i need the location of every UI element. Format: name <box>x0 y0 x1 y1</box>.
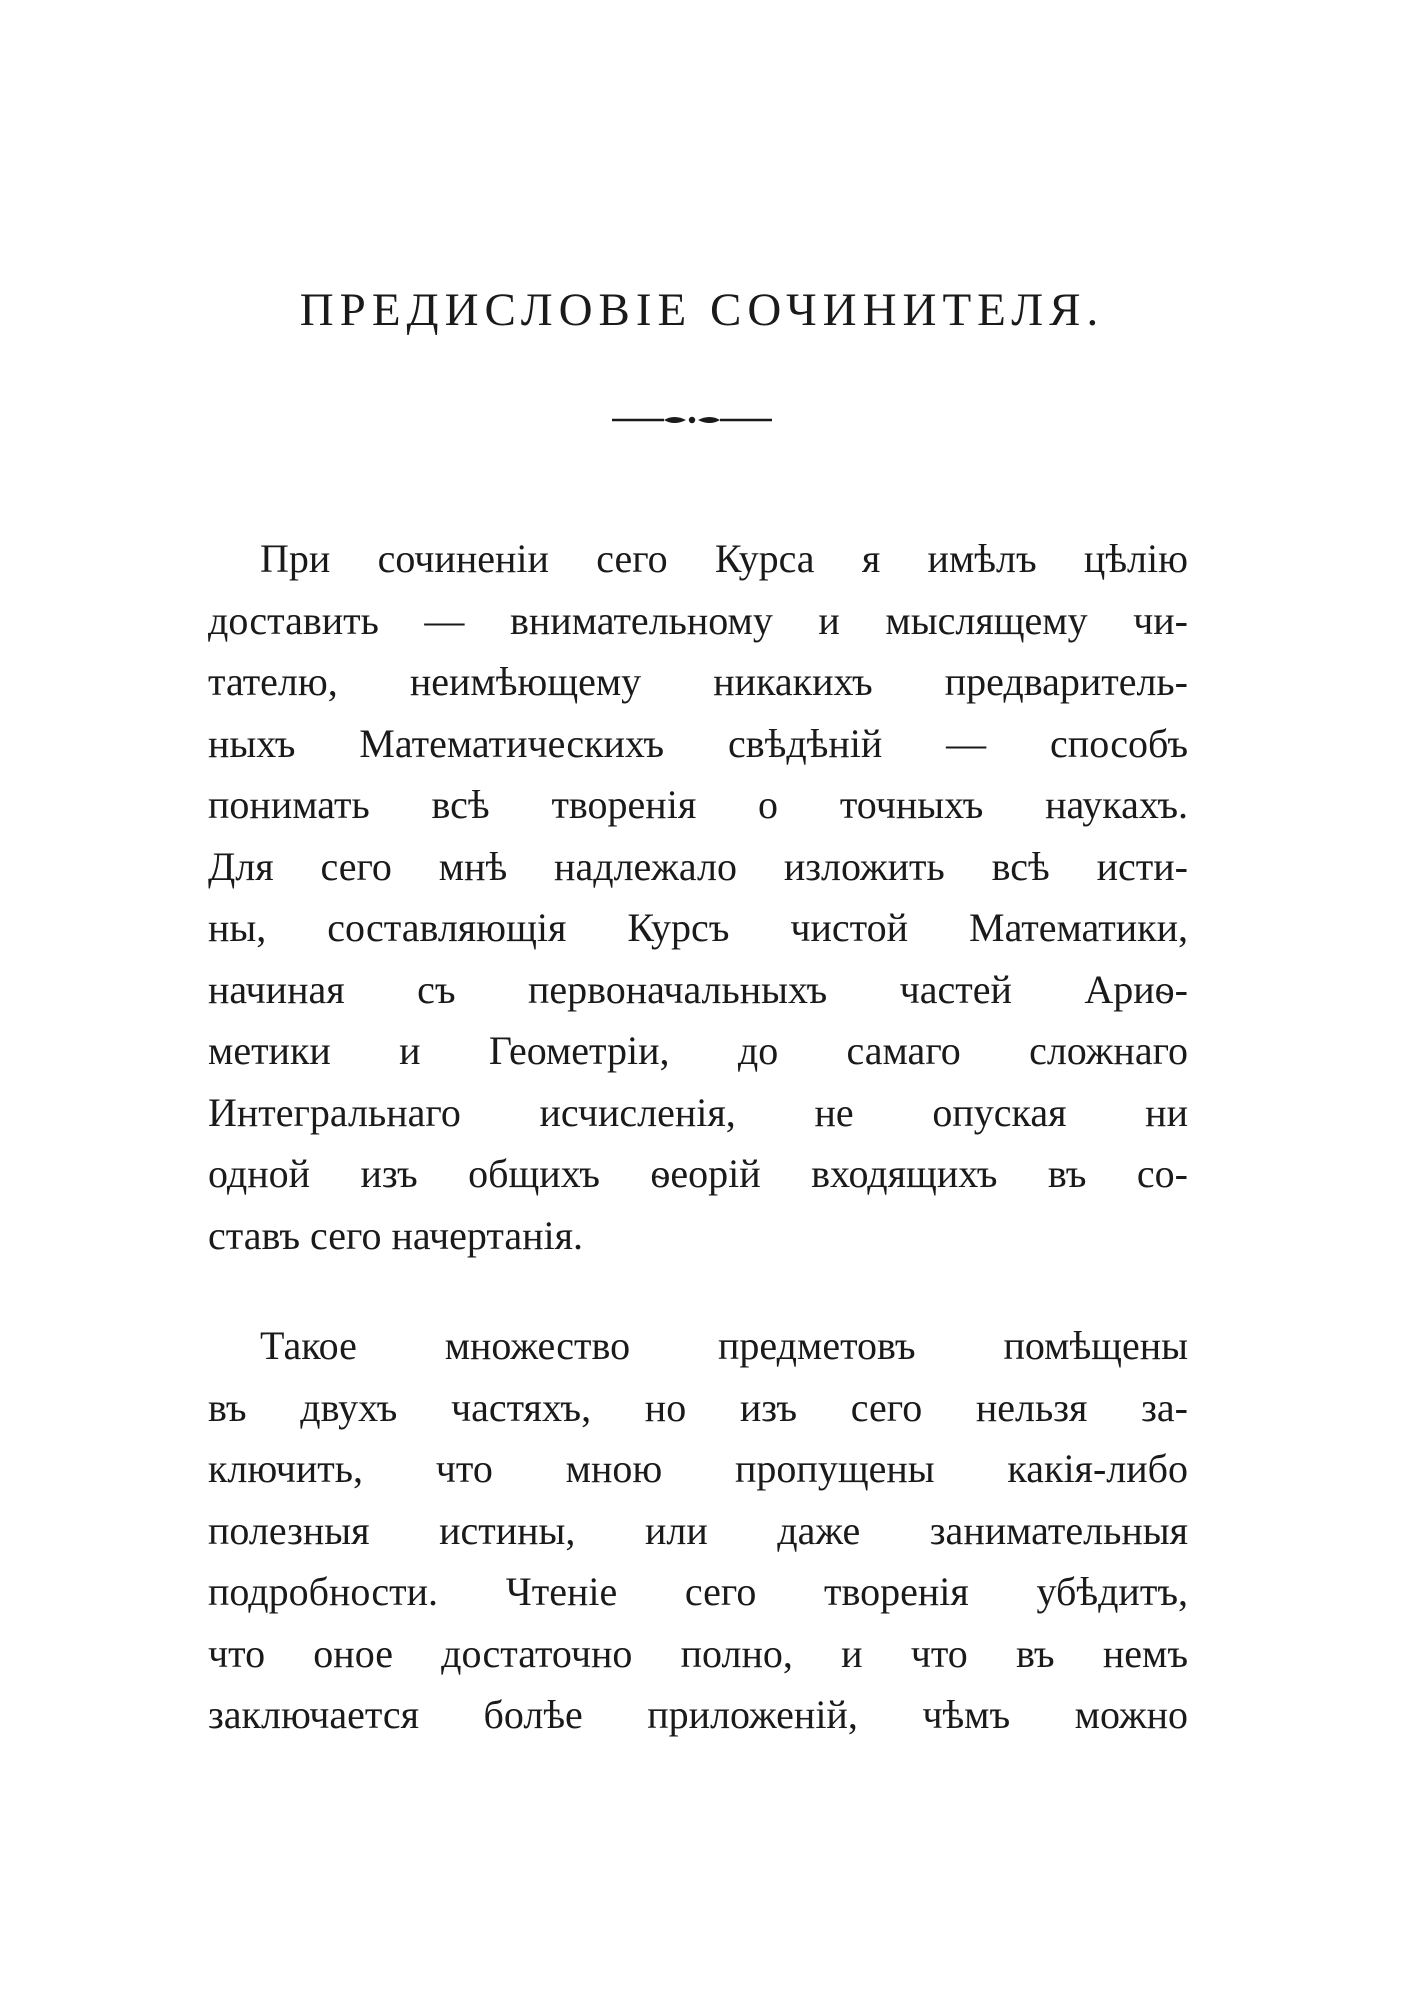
text-line: Интегральнаго исчисленія, не опуская ни <box>208 1089 1188 1135</box>
paragraph-2 <box>208 1315 1188 1746</box>
text-line: начиная съ первоначальныхъ частей Ариѳ- <box>208 966 1188 1012</box>
text-line: доставить — внимательному и мыслящему чи- <box>208 597 1188 643</box>
text-line: тателю, неимѣющему никакихъ предваритель- <box>208 659 1188 704</box>
text-line: понимать всѣ творенія о точныхъ наукахъ. <box>208 782 1188 827</box>
text-line: одной изъ общихъ ѳеорій входящихъ въ со- <box>208 1151 1188 1196</box>
text-line: полезныя истины, или даже занимательныя <box>208 1507 1188 1553</box>
text-line: ключить, что мною пропущены какія-либо <box>208 1446 1188 1491</box>
text-line: что оное достаточно полно, и что въ немъ <box>208 1630 1188 1676</box>
text-line: Такое множество предметовъ помѣщены <box>260 1323 1188 1368</box>
page-title: ПРЕДИСЛОВІЕ СОЧИНИТЕЛЯ. <box>299 284 1105 336</box>
ornament-divider-icon <box>612 410 772 430</box>
text-line: заключается болѣе приложеній, чѣмъ можно <box>208 1692 1188 1737</box>
text-line: ставъ сего начертанія. <box>208 1212 583 1258</box>
text-line: ны, составляющія Курсъ чистой Математики, <box>208 905 1188 950</box>
text-line: Для сего мнѣ надлежало изложить всѣ исти- <box>208 843 1188 889</box>
text-line: въ двухъ частяхъ, но изъ сего нельзя за- <box>208 1384 1188 1430</box>
text-line: подробности. Чтеніе сего творенія убѣдитъ, <box>208 1569 1188 1614</box>
text-line: метики и Геометріи, до самаго сложнаго <box>208 1028 1188 1073</box>
text-line: ныхъ Математическихъ свѣдѣній — способъ <box>208 720 1188 766</box>
paragraph-1 <box>208 528 1188 1266</box>
text-line: При сочиненіи сего Курса я имѣлъ цѣлію <box>260 536 1188 581</box>
